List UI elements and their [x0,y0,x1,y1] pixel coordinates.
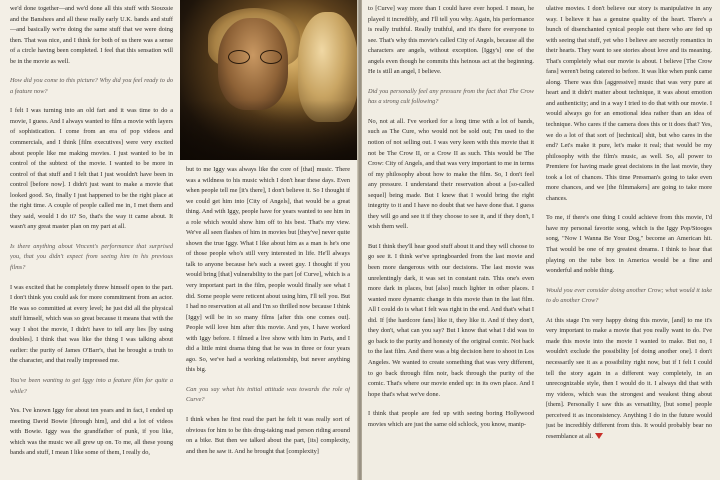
interview-answer: I felt I was turning into an old fart and it was time to do a movie, I guess. And I always wanted to film a movie with layers of sophistication. I come from an era of pop videos and commercials, and I think [film executives] were very excited about people like me making movies. I just wanted to be in control of the subtext of the movie. I wanted to be more in control of that stuff and I felt that I just wouldn't have been in control [before now]. I didn't just want to make a movie that looked good. So, finally I just happened to be the right place at the right time. A couple of people called me in, I met them and they said, would I do it? So, that's the way it came about. It wasn't any great master plan on my part at all. [10,107,173,231]
photo-glasses [228,50,282,64]
photo-figure-face [218,18,288,110]
interview-answer: At this stage I'm very happy doing this movie, [and] to me it's very important to make a movie that you really want to do. I've made this movie into the movie I wanted to make. But no, I wouldn't exclude the possibility [of doing another one]. I don't necessarily see it as a possibility right now, but if I felt I could tell the story again in a different way completely, in an unrecognizable style, then I would do it. I always did that with my videos, which was the strongest and weakest thing about [them]. Personally I saw this as versatility, [but some] people perceived it as inconsistency. Anything I do in the future would just be incredibly different from this. It would probably bear no resemblance at all. [546,316,712,440]
interview-answer: ulative movies. I don't believe our story is manipulative in any way. I believe it has a genuine quality of the heart. There's a bunch of disenchanted cynical people out there who are fed up with seeing that stuff, yet who I believe are secretly romantics in their hearts. They want to see stories about love and its meaning. That's completely what our movie is about. I believe [The Crow fans] weren't being catered to before. It was like when punk came along. There was this [aggressive] music that was very pure at heart and it didn't matter about technique, it was about emotion and authenticity; and in a way I tried to do that with our movie. I would always go for an emotional idea rather than an idea of technique. Who cares if the camera does this or it does that? Yes, we do a lot of that sort of [technical] shit, but who cares in the end? Let's make it pure, let's make it real; that would be my philosophy with the film's music, as well. So, all power to Premiere for having made great decisions in the last movie, they took a lot of chances. This time Pressman's going to take even more chances, and we [the filmmakers] are going to take more chances. [546,5,712,202]
interview-answer: I was excited that he completely threw himself open to the part. I don't think you could ask for more commitment from an actor. He was so committed at every level; he just did all the physical stuff himself, which was so great because it means that with the way I shot the movie, I didn't have to tell any lies [by using doubles]. I think that was like the thing I was talking about earlier: the purity of James O'Barr's, that he brought a truth to the character, and that really impressed me. [10,283,173,365]
right-page [362,0,720,480]
left-column-2 [186,165,350,480]
interview-question: Is there anything about Vincent's performance that surprised you, that you didn't expect from seeing him in his previous films? [10,242,173,272]
film-still-photo [180,0,358,160]
photo-shadow [180,100,358,160]
left-column-1 [10,4,173,480]
interview-answer: but to me Iggy was always like the core of [that] music. There was a wildness to his music which I don't hear these days. Even when people tell me [it's there], I don't believe it. So I thought if we could get him into [City of Angels], that would be a great thing. And with Iggy, people have for years wanted to see him in a role which would show him off to his best. That's my view. We've all seen flashes of him in movies but [they've] never quite shown the true Iggy. What I like about him as a man is he's one of those people who's still very interested in life. He'll always talk to anyone because he's such a sweet guy. I thought if you would bring [that] vulnerability to the part [of Curve], which is a very important part in the film, people would finally see what I did. Some people were reticent about using him, I'll tell you. But I had no reservation at all and I'm so thrilled now because I think [Iggy] will be in so many films [after this one comes out]. People will love him after this movie. And yes, I have worked with Iggy before. I filmed a live show with him in Paris, and I did a little mini drama thing that he was in three or four years ago. So, we've had a working relationship, but never anything this big. [186,166,350,374]
right-column-2 [546,4,712,480]
interview-question: Can you say what his initial attitude was towards the role of Curve? [186,385,350,404]
interview-answer: To me, if there's one thing I could achieve from this movie, I'd have my personal favorite song, which is the Iggy Pop/Stooges song, "Now I Wanna Be Your Dog," become an American hit. That would be one of my greatest dreams. I think to hear that playing on the tube box in America would be a fine and wonderful and noble thing. [546,214,712,275]
left-page [0,0,358,480]
interview-question: Would you ever consider doing another Crow; what would it take to do another Crow? [546,286,712,305]
interview-answer: to [Curve] way more than I could have ever hoped. I mean, he played it incredibly, and I'll tell you why. Again, his performance is really truthful. Really truthful, and it's there for everyone to see. That's why this movie's called City of Angels, because all the characters are angels, without exception. [Iggy's] one of the angels even though he commits this heinous act at the beginning. He is still an angel, I believe. [368,5,534,76]
end-mark-icon [595,433,603,439]
interview-answer: I think that people are fed up with seeing boring Hollywood movies which are just the same old schlock, you know, manip- [368,410,534,428]
interview-answer: I think when he first read the part he felt it was really sort of obvious for him to be this drug-taking mad person riding around on a bike. But then we talked about the part, [its] complexity, and then he saw it. And he brought that [complexity] [186,416,350,455]
interview-answer: we'd done together—and we'd done all this stuff with Siouxsie and the Banshees and all these really early U.K. bands and stuff—and basically we're doing the same stuff that we were doing then. That was nice, and I think for both of us there was a sense of a circle having been completed. I feel that this sensation will be in the movie as well. [10,5,173,65]
interview-answer: Yes. I've known Iggy for about ten years and in fact, I ended up meeting David Bowie [through him], and did a lot of videos with Bowie. Iggy was the grandfather of punk, if you like, which was the music we all grew up on. To me, all these young bands and stuff, I mean I like some of them, I really do, [10,407,173,457]
interview-question: You've been wanting to get Iggy into a feature film for quite a while? [10,376,173,395]
interview-answer: No, not at all. I've worked for a long time with a lot of bands, such as The Cure, who would not be sold out; I'm used to the notion of not selling out. I was very keen with this movie that it not be The Crow II, or a Crow II as such. This would be The Crow: City of Angels, and that was very important to me in terms of my philosophy about how to make the film. So, I don't feel any pressure. I understand their reservation about a [so-called sequel] being made. But I knew that I would bring the right integrity to it and I have no doubt that we have done that. I guess they will go and see it if they choose to see it, and if they don't, I wish them well. [368,117,534,231]
interview-question: Did you personally feel any pressure from the fact that The Crow has a strong cult following? [368,87,534,106]
interview-answer: But I think they'll hear good stuff about it and they will choose to go see it. I think we've springboarded from the last movie and been more dangerous with our decisions. The last movie was unrelentingly dark, it was set in constant rain. This one's even more dark in places, but [also] much lighter in other places. I wanted more dynamic change in this movie than in the last film. All I could do is what I felt was right in the end. And that's what I did. If [the hardcore fans] like it, they like it. And if they don't, they don't, what can you say? But I know that what I did was to go back to the purity and honesty of the original comic. Not back to the last film. And there was a big decision here to shoot in Los Angeles. We wanted to create something that was very different, to go back through film noir, back through the purity of the comic. That's where our movie ended up: in its own place. And I hope that's what we've done. [368,242,534,398]
interview-question: How did you come to this picture? Why did you feel ready to do a feature now? [10,77,173,95]
right-column-1 [368,4,534,480]
